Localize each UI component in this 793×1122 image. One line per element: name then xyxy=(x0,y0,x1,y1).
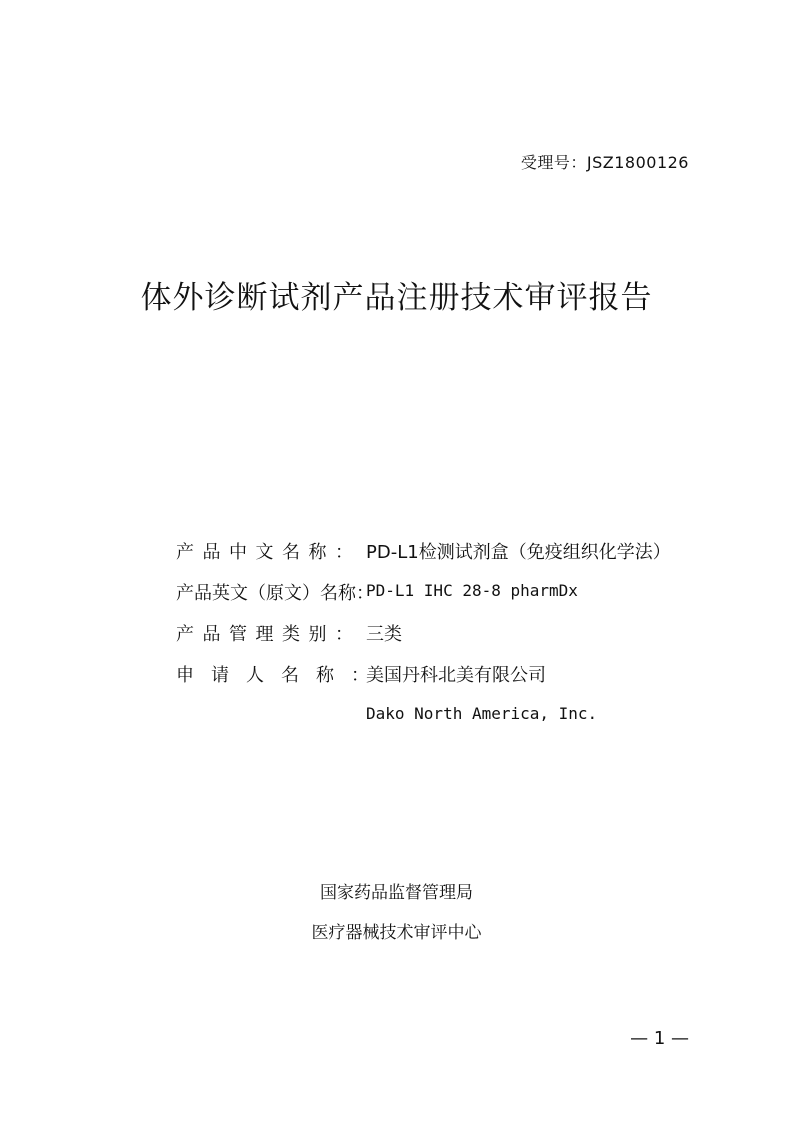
applicant-label: 申请人名称： xyxy=(176,665,386,686)
document-title: 体外诊断试剂产品注册技术审评报告 xyxy=(140,280,653,316)
issuing-agency: 国家药品监督管理局 xyxy=(320,883,473,903)
product-category-value: 三类 xyxy=(366,624,402,645)
review-center: 医疗器械技术审评中心 xyxy=(311,923,482,943)
product-cn-name-value: PD-L1检测试剂盒（免疫组织化学法） xyxy=(366,542,671,563)
page-number: — 1 — xyxy=(630,1028,689,1049)
applicant-name-cn: 美国丹科北美有限公司 xyxy=(366,665,546,686)
product-en-name-label: 产品英文（原文）名称： xyxy=(176,583,374,604)
product-en-name-value: PD-L1 IHC 28-8 pharmDx xyxy=(366,581,578,600)
acceptance-number: 受理号：JSZ1800126 xyxy=(520,153,689,172)
product-cn-name-label: 产品中文名称： xyxy=(176,542,362,563)
product-category-label: 产品管理类别： xyxy=(176,624,362,645)
applicant-name-en: Dako North America, Inc. xyxy=(366,704,598,723)
